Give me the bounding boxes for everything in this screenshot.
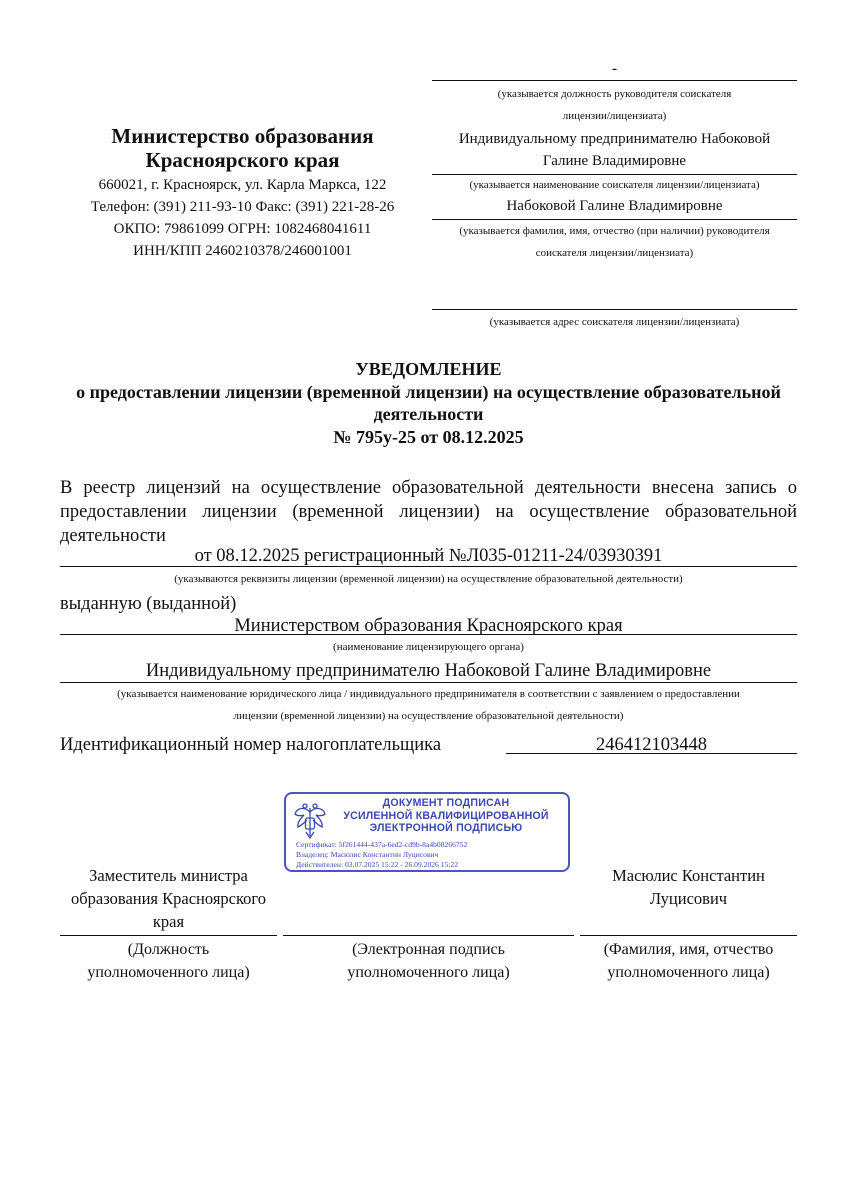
registration-caption: (указываются реквизиты лицензии (временной лицензии) на осуществление образовательной деятельности) — [174, 573, 683, 585]
document-subtitle-1: о предоставлении лицензии (временной лицензии) на осуществление образовательной — [76, 382, 781, 402]
recipient-name-line — [432, 174, 797, 175]
document-heading: УВЕДОМЛЕНИЕ — [355, 359, 502, 379]
signer-position-underline — [60, 935, 277, 936]
sender-codes: ОКПО: 79861099 ОГРН: 1082468041611 — [113, 221, 372, 237]
caption-signature — [283, 938, 574, 984]
recipient-name-line-2: Галине Владимировне — [542, 153, 687, 169]
signer-name-line-2: Луцисович — [649, 889, 728, 908]
issuer-caption: (наименование лицензирующего органа) — [333, 641, 524, 653]
caption-position — [55, 938, 282, 984]
recipient-position-caption-1: (указывается должность руководителя соискателя — [497, 88, 732, 100]
signer-position-line-1: Заместитель министра — [89, 866, 248, 885]
caption-position-line-1: (Должность — [127, 941, 210, 958]
recipient-position-dash: - — [611, 60, 618, 77]
signature-underline — [283, 935, 574, 936]
recipient-head-line — [432, 219, 797, 220]
recipient-position-line — [432, 80, 797, 81]
coat-of-arms-icon — [293, 802, 327, 842]
recipient-address-line — [432, 309, 797, 310]
registration-line — [60, 566, 797, 567]
signer-position-line-2: образования Красноярского — [70, 889, 267, 908]
issuer-line — [60, 634, 797, 635]
caption-signature-line-2: уполномоченного лица) — [347, 964, 510, 981]
body-paragraph: В реестр лицензий на осуществление образовательной деятельности внесена запись о предоставлении лицензии (временной лицензии) на осуществление образовательной деятельности — [60, 478, 797, 546]
signer-position-line-3: края — [152, 912, 185, 931]
stamp-line-1: ДОКУМЕНТ ПОДПИСАН — [382, 797, 510, 809]
recipient-head-caption-2: соискателя лицензии/лицензиата) — [535, 247, 694, 259]
inn-label: Идентификационный номер налогоплательщика — [60, 735, 442, 755]
signer-position — [60, 864, 277, 933]
stamp-valid: Действителен: 03.07.2025 15:22 - 26.09.2026 15:22 — [296, 860, 459, 869]
stamp-line-2: УСИЛЕННОЙ КВАЛИФИЦИРОВАННОЙ — [343, 809, 549, 822]
licensee-line — [60, 682, 797, 683]
signer-name-line-1: Масюлис Константин — [612, 866, 765, 885]
document-subtitle-2: деятельности — [373, 404, 484, 424]
licensee-caption-1: (указывается наименование юридического лица / индивидуального предпринимателя в соответствии с заявлением о предоставлении — [117, 688, 740, 700]
sender-inn: ИНН/КПП 2460210378/246001001 — [133, 243, 352, 259]
sender-name-line-2: Красноярского края — [145, 148, 340, 172]
caption-name — [575, 938, 802, 984]
stamp-certificate: Сертификат: 5f261444-437a-6ed2-cd9b-8a4b08266752 — [296, 840, 468, 849]
inn-line — [506, 753, 797, 754]
recipient-head-caption-1: (указывается фамилия, имя, отчество (при наличии) руководителя — [459, 225, 770, 237]
issuer-name: Министерством образования Красноярского края — [234, 616, 623, 636]
sender-name-line-1: Министерство образования — [111, 124, 374, 148]
issued-label: выданную (выданной) — [60, 594, 237, 614]
licensee-name: Индивидуальному предпринимателю Набоковой Галине Владимировне — [145, 661, 712, 681]
recipient-position-caption-2: лицензии/лицензиата) — [562, 110, 667, 122]
recipient-address-caption: (указывается адрес соискателя лицензии/лицензиата) — [489, 316, 740, 328]
caption-position-line-2: уполномоченного лица) — [87, 964, 250, 981]
caption-signature-line-1: (Электронная подпись — [352, 941, 505, 958]
caption-name-line-2: уполномоченного лица) — [607, 964, 770, 981]
recipient-head-name: Набоковой Галине Владимировне — [506, 198, 723, 214]
licensee-caption-2: лицензии (временной лицензии) на осуществление образовательной деятельности) — [233, 710, 624, 722]
signer-name — [580, 864, 797, 910]
registration-details: от 08.12.2025 регистрационный №Л035-01211-24/03930391 — [194, 546, 663, 566]
electronic-signature-stamp — [284, 792, 570, 872]
sender-phones: Телефон: (391) 211-93-10 Факс: (391) 221-28-26 — [90, 199, 395, 215]
signer-name-underline — [580, 935, 797, 936]
recipient-name-line-1: Индивидуальному предпринимателю Набоковой — [458, 131, 771, 147]
document-number: № 795у-25 от 08.12.2025 — [333, 427, 524, 447]
inn-value: 246412103448 — [596, 735, 707, 755]
sender-address: 660021, г. Красноярск, ул. Карла Маркса, 122 — [98, 177, 387, 193]
stamp-line-3: ЭЛЕКТРОННОЙ ПОДПИСЬЮ — [369, 822, 523, 834]
recipient-name-caption: (указывается наименование соискателя лицензии/лицензиата) — [469, 179, 760, 191]
caption-name-line-1: (Фамилия, имя, отчество — [603, 941, 774, 958]
stamp-owner: Владелец: Масюлис Константин Луцисович — [296, 850, 439, 859]
